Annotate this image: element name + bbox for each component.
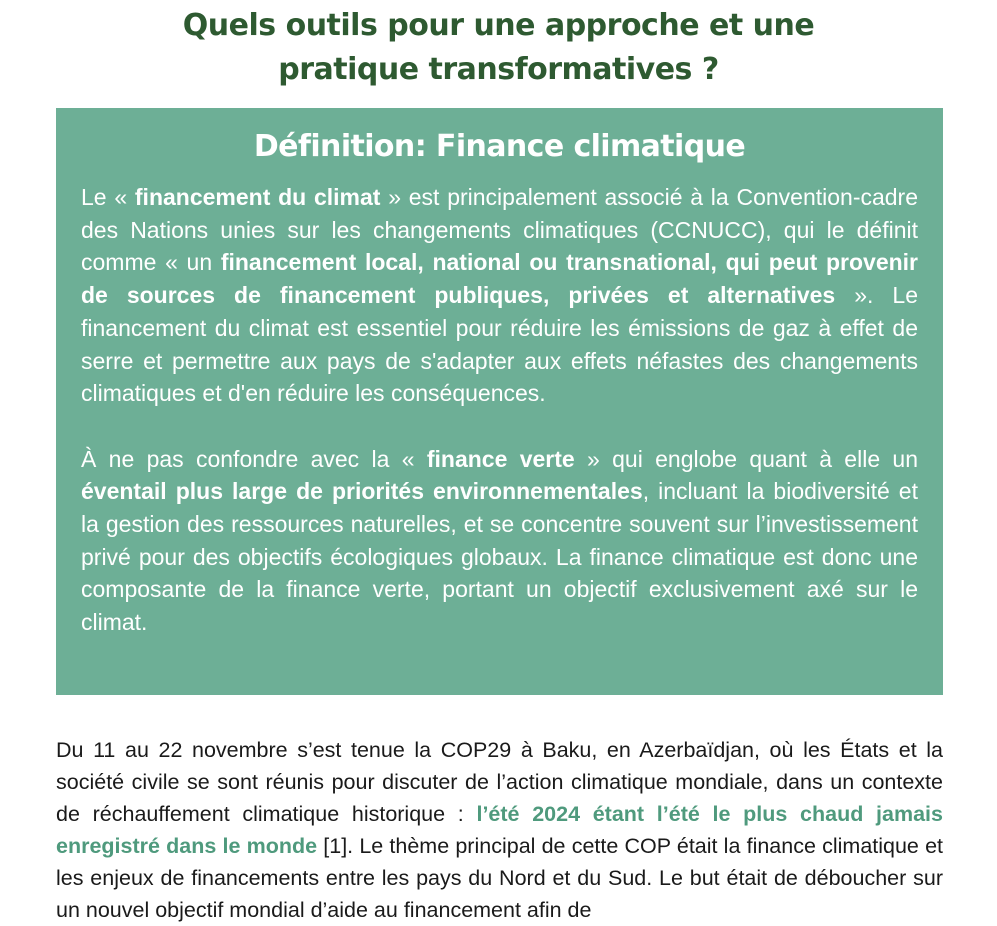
bold-term: financement du climat bbox=[134, 184, 381, 210]
section-title-line-1: Quels outils pour une approche et une bbox=[182, 8, 815, 44]
text-segment: Le « bbox=[81, 184, 135, 210]
text-segment: » qui englobe quant à elle un bbox=[574, 445, 919, 472]
definition-box bbox=[56, 108, 943, 695]
definition-heading: Définition: Finance climatique bbox=[253, 129, 746, 164]
text-segment: ». Le financement du climat est essentiel pour réduire les émissions de gaz à effet de serre et permettre aux pays de s'adapter aux effets néfastes des changements climatiques et d'en réduire les conséquences. bbox=[81, 282, 918, 407]
text-segment: » est principalement associé à la Convention-cadre des Nations unies sur les changements climatiques (CCNUCC), qui le définit comme « un bbox=[81, 184, 919, 276]
definition-paragraph-1 bbox=[81, 181, 918, 410]
text-segment: Du 11 au 22 novembre s’est tenue la COP29 à Baku, en Azerbaïdjan, où les États et la société civile se sont réunis pour discuter de l’action climatique mondiale, dans un contexte de réchauffement climatique historique : bbox=[56, 738, 943, 826]
bold-term: finance verte bbox=[426, 445, 575, 472]
body-paragraph bbox=[56, 734, 943, 926]
definition-paragraph-2 bbox=[81, 443, 918, 639]
text-segment: À ne pas confondre avec la « bbox=[81, 445, 427, 472]
bold-phrase: éventail plus large de priorités environnementales bbox=[81, 478, 643, 505]
section-title-line-2: pratique transformatives ? bbox=[278, 52, 719, 88]
section-title bbox=[0, 4, 997, 92]
text-segment: , incluant la biodiversité et la gestion des ressources naturelles, et se concentre souvent sur l’investissement privé pour des objectifs écologiques globaux. La finance climatique est donc une composante de la finance verte, portant un objectif exclusivement axé sur le climat. bbox=[81, 478, 918, 636]
bold-definition: financement local, national ou transnational, qui peut provenir de sources de financement publiques, privées et alternatives bbox=[81, 249, 919, 309]
highlighted-phrase: l’été 2024 étant l’été le plus chaud jamais enregistré dans le monde bbox=[56, 802, 943, 858]
text-segment: [1]. Le thème principal de cette COP était la finance climatique et les enjeux de financements entre les pays du Nord et du Sud. Le but était de déboucher sur un nouvel objectif mondial d’aide au financement afin de bbox=[56, 834, 944, 922]
